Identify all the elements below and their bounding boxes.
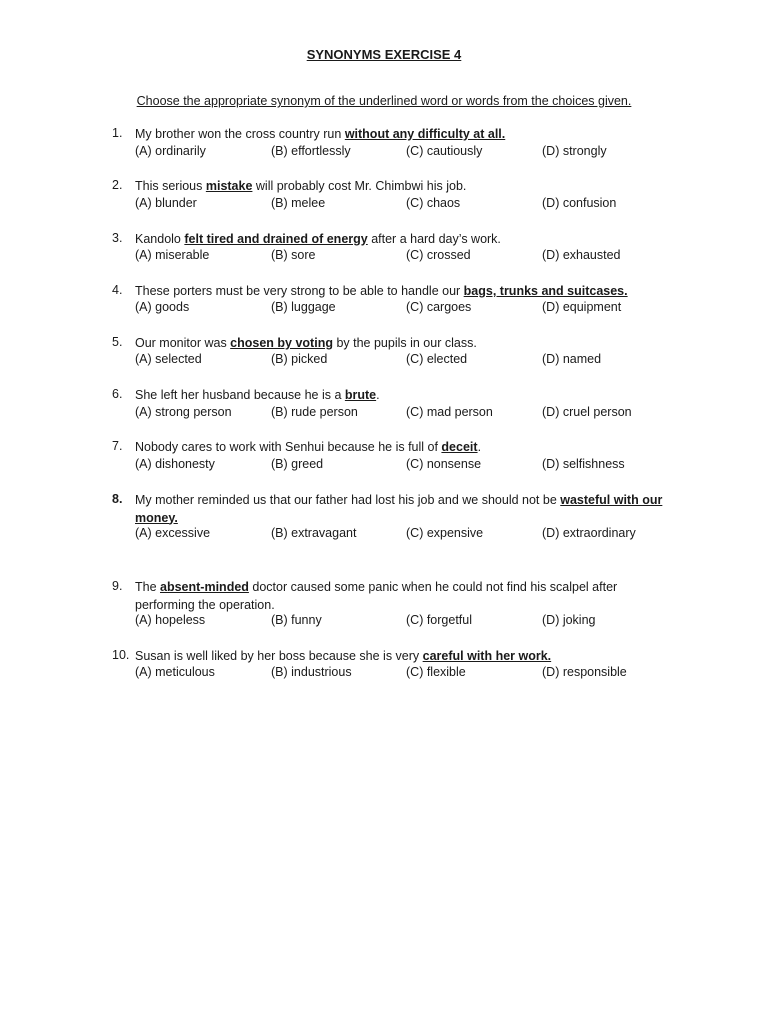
question-text: My brother won the cross country run without any difficulty at all. (135, 127, 506, 141)
question-number: 6. (112, 387, 123, 401)
question-number: 9. (112, 579, 123, 593)
underlined-phrase: deceit (441, 440, 478, 454)
option-c[interactable]: (C) nonsense (406, 457, 482, 471)
option-b[interactable]: (B) melee (271, 196, 326, 210)
option-c[interactable]: (C) chaos (406, 196, 461, 210)
option-a[interactable]: (A) ordinarily (135, 144, 206, 158)
option-d[interactable]: (D) confusion (542, 196, 617, 210)
question-text: Kandolo felt tired and drained of energy after a hard day’s work. (135, 232, 501, 246)
option-c[interactable]: (C) flexible (406, 665, 466, 679)
question-number: 1. (112, 126, 123, 140)
option-a[interactable]: (A) selected (135, 352, 202, 366)
underlined-phrase: without any difficulty at all. (344, 127, 506, 141)
question-number: 2. (112, 178, 123, 192)
answer-options (135, 144, 735, 161)
underlined-phrase: careful with her work. (422, 649, 552, 663)
question-text: These porters must be very strong to be able to handle our bags, trunks and suitcases. (135, 284, 628, 298)
answer-options (135, 665, 735, 682)
option-c[interactable]: (C) cautiously (406, 144, 483, 158)
option-a[interactable]: (A) blunder (135, 196, 197, 210)
option-d[interactable]: (D) equipment (542, 300, 622, 314)
instructions-text: Choose the appropriate synonym of the underlined word or words from the choices given. (136, 94, 632, 108)
question-number: 5. (112, 335, 123, 349)
question-text: This serious mistake will probably cost Mr. Chimbwi his job. (135, 179, 467, 193)
underlined-phrase: wasteful with our money. (135, 493, 663, 525)
question-text: Nobody cares to work with Senhui because he is full of deceit. (135, 440, 482, 454)
option-b[interactable]: (B) funny (271, 613, 322, 627)
option-d[interactable]: (D) cruel person (542, 405, 632, 419)
option-c[interactable]: (C) cargoes (406, 300, 472, 314)
underlined-phrase: mistake (205, 179, 253, 193)
answer-options (135, 196, 735, 213)
option-b[interactable]: (B) sore (271, 248, 316, 262)
option-a[interactable]: (A) strong person (135, 405, 232, 419)
question-number: 3. (112, 231, 123, 245)
option-a[interactable]: (A) miserable (135, 248, 210, 262)
option-a[interactable]: (A) hopeless (135, 613, 206, 627)
option-b[interactable]: (B) rude person (271, 405, 358, 419)
option-c[interactable]: (C) crossed (406, 248, 471, 262)
question-text: Our monitor was chosen by voting by the pupils in our class. (135, 336, 477, 350)
instructions (0, 94, 768, 108)
question-number: 8. (112, 492, 123, 506)
option-d[interactable]: (D) responsible (542, 665, 627, 679)
question-text: Susan is well liked by her boss because she is very careful with her work. (135, 649, 552, 663)
option-c[interactable]: (C) expensive (406, 526, 484, 540)
answer-options (135, 248, 735, 265)
answer-options (135, 405, 735, 422)
question-number: 7. (112, 439, 123, 453)
answer-options (135, 457, 735, 474)
underlined-phrase: felt tired and drained of energy (184, 232, 368, 246)
question-number: 4. (112, 283, 123, 297)
option-a[interactable]: (A) meticulous (135, 665, 215, 679)
option-a[interactable]: (A) dishonesty (135, 457, 215, 471)
option-d[interactable]: (D) selfishness (542, 457, 625, 471)
option-a[interactable]: (A) excessive (135, 526, 211, 540)
option-d[interactable]: (D) exhausted (542, 248, 621, 262)
option-b[interactable]: (B) picked (271, 352, 328, 366)
option-b[interactable]: (B) effortlessly (271, 144, 351, 158)
option-b[interactable]: (B) industrious (271, 665, 352, 679)
underlined-phrase: brute (344, 388, 377, 402)
question-number: 10. (112, 648, 130, 662)
option-b[interactable]: (B) extravagant (271, 526, 357, 540)
option-b[interactable]: (B) luggage (271, 300, 336, 314)
page-title (0, 47, 768, 62)
title-text: SYNONYMS EXERCISE 4 (306, 47, 462, 62)
option-d[interactable]: (D) named (542, 352, 602, 366)
answer-options (135, 613, 735, 630)
option-c[interactable]: (C) elected (406, 352, 468, 366)
underlined-phrase: chosen by voting (230, 336, 333, 350)
underlined-phrase: bags, trunks and suitcases. (463, 284, 628, 298)
answer-options (135, 352, 735, 369)
option-d[interactable]: (D) joking (542, 613, 596, 627)
answer-options (135, 526, 735, 543)
answer-options (135, 300, 735, 317)
option-c[interactable]: (C) mad person (406, 405, 493, 419)
option-a[interactable]: (A) goods (135, 300, 190, 314)
question-text: The absent-minded doctor caused some panic when he could not find his scalpel after performing the operation. (135, 580, 618, 612)
question-text: My mother reminded us that our father had lost his job and we should not be wasteful with our money. (135, 493, 663, 525)
option-d[interactable]: (D) extraordinary (542, 526, 636, 540)
option-b[interactable]: (B) greed (271, 457, 324, 471)
option-c[interactable]: (C) forgetful (406, 613, 472, 627)
question-text: She left her husband because he is a brute. (135, 388, 380, 402)
option-d[interactable]: (D) strongly (542, 144, 607, 158)
underlined-phrase: absent-minded (160, 580, 249, 594)
